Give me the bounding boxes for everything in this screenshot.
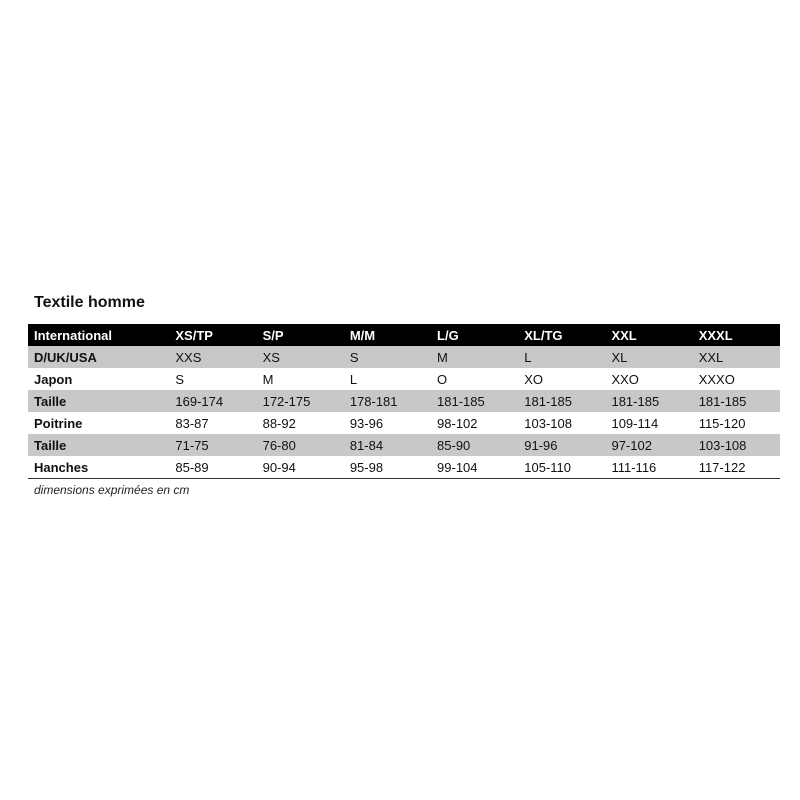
table-cell: 88-92 — [262, 415, 296, 431]
table-cell: L — [349, 371, 358, 387]
table-cell: XO — [524, 371, 544, 387]
table-cell: XXS — [175, 349, 202, 365]
header-size: S/P — [262, 327, 284, 343]
table-cell: XXXO — [698, 371, 735, 387]
row-label: D/UK/USA — [34, 349, 97, 365]
table-cell: 81-84 — [349, 437, 384, 453]
table-cell: 115-120 — [698, 415, 746, 431]
row-label: Taille — [34, 437, 67, 453]
table-cell: 111-116 — [611, 459, 657, 475]
table-cell: L — [524, 349, 532, 365]
header-size: L/G — [437, 327, 459, 343]
table-row — [28, 390, 780, 412]
table-cell: 91-96 — [524, 437, 558, 453]
header-size: XXL — [611, 327, 637, 343]
table-cell: 109-114 — [611, 415, 659, 431]
table-row — [28, 456, 780, 479]
size-table — [28, 324, 780, 479]
table-cell: XXO — [611, 371, 639, 387]
row-label: Japon — [34, 371, 73, 387]
table-cell: M — [262, 371, 274, 387]
table-row — [28, 412, 780, 434]
table-cell: 76-80 — [262, 437, 296, 453]
chart-title: Textile homme — [34, 294, 145, 311]
header-size: XXXL — [698, 327, 733, 343]
row-label: Taille — [34, 393, 67, 409]
table-cell: M — [437, 349, 448, 365]
table-cell: 181-185 — [698, 393, 747, 409]
table-cell: 98-102 — [437, 415, 478, 431]
table-cell: 169-174 — [175, 393, 224, 409]
header-size: M/M — [349, 327, 376, 343]
table-cell: 117-122 — [698, 459, 746, 475]
table-cell: 71-75 — [175, 437, 209, 453]
table-cell: 85-90 — [437, 437, 471, 453]
table-cell: 95-98 — [349, 459, 384, 475]
table-row — [28, 434, 780, 456]
size-chart — [28, 292, 780, 498]
table-cell: S — [349, 349, 359, 365]
table-cell: 172-175 — [262, 393, 311, 409]
header-label: International — [34, 327, 113, 343]
table-cell: 105-110 — [524, 459, 571, 475]
table-cell: 181-185 — [524, 393, 572, 409]
table-header-row — [28, 324, 780, 346]
table-cell: 181-185 — [611, 393, 660, 409]
table-cell: 178-181 — [349, 393, 398, 409]
table-cell: 83-87 — [175, 415, 209, 431]
table-cell: XS — [262, 349, 280, 365]
row-label: Poitrine — [34, 415, 83, 431]
table-cell: 103-108 — [698, 437, 747, 453]
table-row — [28, 368, 780, 390]
header-size: XL/TG — [524, 327, 563, 343]
header-size: XS/TP — [175, 327, 213, 343]
table-cell: XL — [611, 349, 628, 365]
table-row — [28, 346, 780, 368]
table-cell: S — [175, 371, 185, 387]
table-cell: 97-102 — [611, 437, 652, 453]
table-cell: 90-94 — [262, 459, 296, 475]
table-cell: 181-185 — [437, 393, 485, 409]
table-cell: 99-104 — [437, 459, 478, 475]
table-cell: 103-108 — [524, 415, 572, 431]
table-cell: O — [437, 371, 448, 387]
table-cell: 85-89 — [175, 459, 209, 475]
table-cell: 93-96 — [349, 415, 384, 431]
row-label: Hanches — [34, 459, 89, 475]
table-cell: XXL — [698, 349, 724, 365]
footnote: dimensions exprimées en cm — [34, 483, 190, 497]
